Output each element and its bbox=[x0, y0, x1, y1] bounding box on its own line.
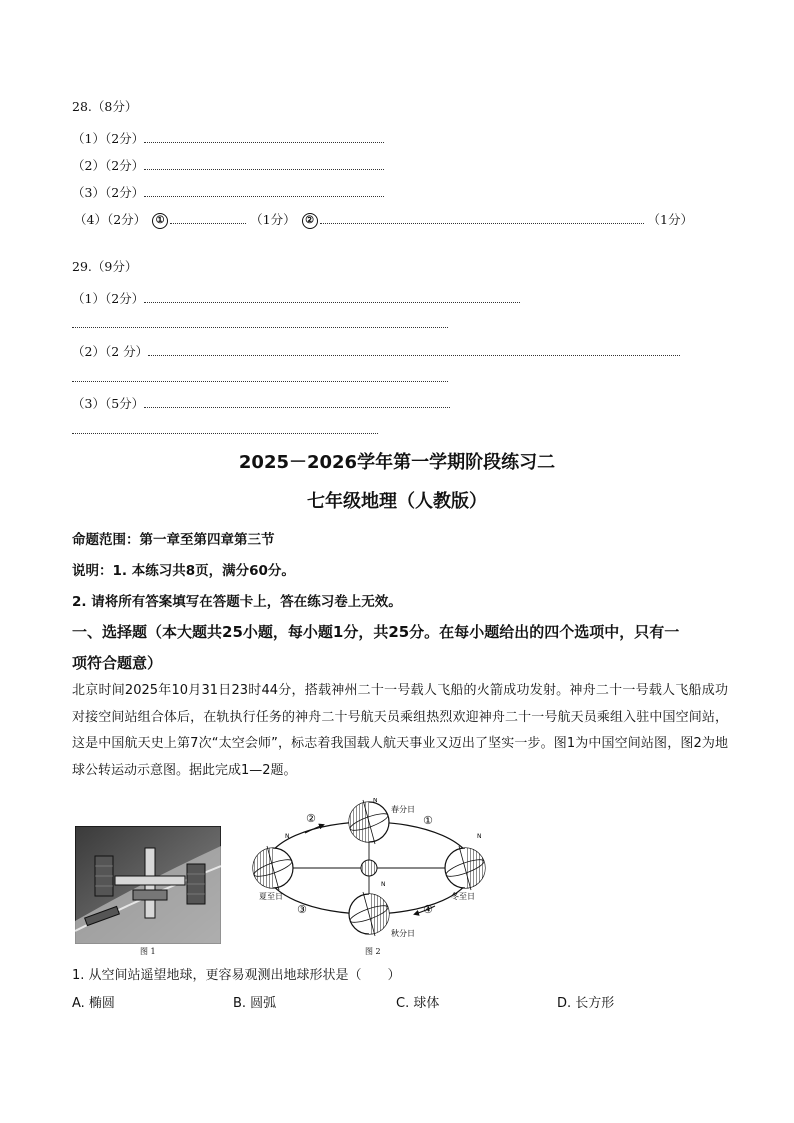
q28-line-1-label: （1）（2分） bbox=[72, 131, 145, 146]
section-1-heading-line-2: 项符合题意） bbox=[72, 654, 163, 672]
reading-passage: 北京时间2025年10月31日23时44分，搭载神州二十一号载人飞船的火箭成功发射。神舟二十一号载人飞船成功对接空间站组合体后，在轨执行任务的神舟二十号航天员乘组热烈欢迎神舟二十一号航天员乘组入驻中国空间站，这是中国航天史上第7次“太空会师”，标志着我国载人航天事业又迈出了坚实一步。图1为中国空间站图，图2为地球公转运动示意图。据此完成1—2题。 bbox=[72, 683, 728, 778]
answer-blank[interactable] bbox=[320, 213, 644, 224]
earth-spring-icon bbox=[348, 800, 389, 844]
option-c[interactable]: C. 球体 bbox=[396, 996, 440, 1011]
earth-autumn-icon bbox=[348, 892, 389, 936]
answer-blank[interactable] bbox=[72, 317, 448, 328]
space-station-image bbox=[75, 826, 221, 944]
pole-label-spring: N bbox=[373, 798, 378, 804]
answer-blank[interactable] bbox=[72, 423, 378, 434]
circled-1: ① bbox=[152, 213, 168, 229]
q29-line-3 bbox=[72, 394, 450, 412]
pole-label-autumn: N bbox=[381, 881, 386, 888]
q28-line-2-label: （2）（2分） bbox=[72, 158, 145, 173]
exam-note-1: 说明：1. 本练习共8页，满分60分。 bbox=[72, 563, 295, 579]
q29-line-1b bbox=[72, 316, 448, 331]
answer-blank[interactable] bbox=[170, 213, 246, 224]
q28-line-3 bbox=[72, 183, 384, 201]
q29-line-2 bbox=[72, 342, 680, 360]
earth-winter-icon bbox=[444, 846, 485, 890]
circled-2: ② bbox=[302, 213, 318, 229]
label-n3: ③ bbox=[297, 903, 307, 916]
label-n2: ② bbox=[306, 812, 316, 825]
sun-icon bbox=[361, 860, 377, 876]
figure-1-caption: 图 1 bbox=[140, 947, 156, 956]
q29-line-1 bbox=[72, 289, 520, 307]
q28-line-4 bbox=[74, 210, 693, 229]
label-winter: 冬至日 bbox=[451, 892, 475, 901]
label-summer: 夏至日 bbox=[259, 892, 283, 901]
q29-header: 29.（9分） bbox=[72, 259, 138, 274]
exam-note-2: 2. 请将所有答案填写在答题卡上，答在练习卷上无效。 bbox=[72, 594, 402, 610]
label-n4: ④ bbox=[423, 903, 433, 916]
score-2: （1分） bbox=[647, 212, 693, 227]
question-1-stem: 1. 从空间站遥望地球，更容易观测出地球形状是（ ） bbox=[72, 968, 401, 983]
q28-line-4-label: （4）（2分） bbox=[74, 212, 147, 227]
pole-label-summer: N bbox=[285, 833, 290, 840]
q28-line-1 bbox=[72, 129, 384, 147]
answer-blank[interactable] bbox=[144, 186, 384, 197]
q28-line-3-label: （3）（2分） bbox=[72, 185, 145, 200]
label-n1: ① bbox=[423, 814, 433, 827]
exam-title: 2025－2026学年第一学期阶段练习二 bbox=[238, 452, 556, 473]
answer-blank[interactable] bbox=[144, 159, 384, 170]
pole-label-winter: N bbox=[477, 833, 482, 840]
figure-2-caption: 图 2 bbox=[365, 947, 381, 956]
option-a[interactable]: A. 椭圆 bbox=[72, 996, 115, 1011]
revolution-diagram bbox=[245, 798, 495, 946]
q29-line-3-label: （3）（5分） bbox=[72, 396, 145, 411]
answer-blank[interactable] bbox=[148, 345, 680, 356]
answer-blank[interactable] bbox=[144, 132, 384, 143]
q29-line-2b bbox=[72, 370, 448, 385]
answer-blank[interactable] bbox=[144, 292, 520, 303]
q29-line-2-label: （2）（2 分） bbox=[72, 344, 149, 359]
option-b[interactable]: B. 圆弧 bbox=[233, 996, 277, 1011]
answer-blank[interactable] bbox=[144, 397, 450, 408]
q29-line-3b bbox=[72, 422, 378, 437]
label-autumn: 秋分日 bbox=[391, 929, 415, 938]
figure-2-earth-revolution bbox=[245, 798, 495, 946]
label-spring: 春分日 bbox=[391, 805, 415, 814]
figure-1-space-station bbox=[75, 826, 221, 944]
q28-header: 28.（8分） bbox=[72, 99, 138, 114]
exam-scope: 命题范围：第一章至第四章第三节 bbox=[72, 532, 275, 548]
section-1-heading-line-1: 一、选择题（本大题共25小题，每小题1分，共25分。在每小题给出的四个选项中，只有一 bbox=[72, 623, 680, 641]
earth-summer-icon bbox=[252, 846, 293, 890]
score-1: （1分） bbox=[250, 212, 296, 227]
exam-subtitle: 七年级地理（人教版） bbox=[307, 491, 487, 512]
q29-line-1-label: （1）（2分） bbox=[72, 291, 145, 306]
q28-line-2 bbox=[72, 156, 384, 174]
option-d[interactable]: D. 长方形 bbox=[557, 996, 615, 1011]
answer-blank[interactable] bbox=[72, 371, 448, 382]
